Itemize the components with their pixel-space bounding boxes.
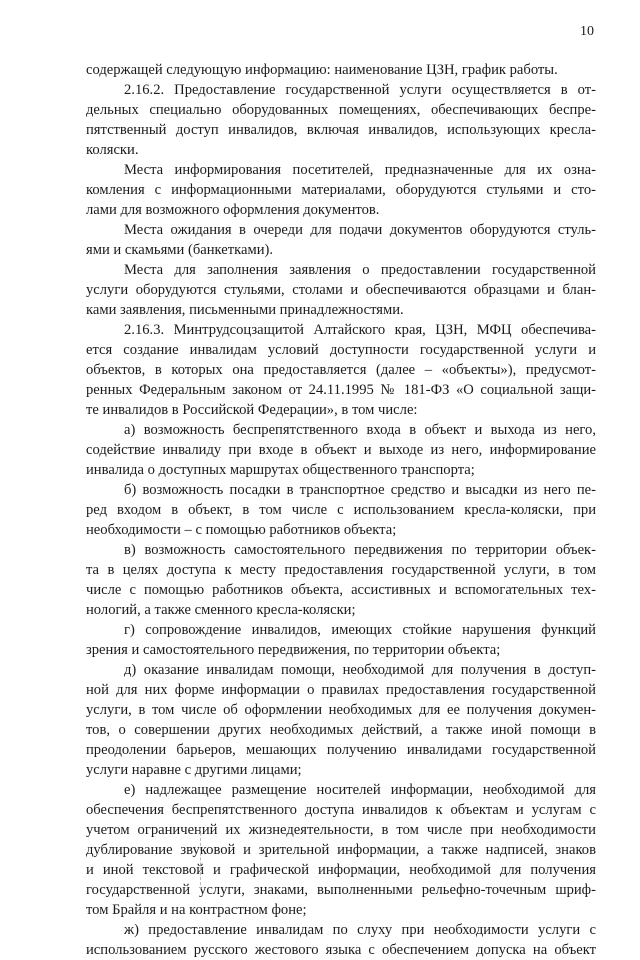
text-line: Места информирования посетителей, предназначенные для их озна-	[124, 162, 596, 178]
text-line: ренных Федеральным законом от 24.11.1995 № 181-ФЗ «О социальной защи-	[86, 382, 596, 398]
text-line: ред входом в объект, в том числе с использованием кресла-коляски, при	[86, 502, 596, 518]
text-line: ной для них форме информации о правилах предоставления государственной	[86, 682, 596, 698]
text-line: Места ожидания в очереди для подачи документов оборудуются стуль-	[124, 222, 596, 238]
text-line: числе с помощью работников объекта, ассистивных и вспомогательных тех-	[86, 582, 596, 598]
text-line: б) возможность посадки в транспортное средство и высадки из него пе-	[124, 482, 596, 498]
text-line: объектов, в которых она предоставляется (далее – «объекты»), предусмот-	[86, 362, 596, 378]
text-line: лами для возможного оформления документов.	[86, 202, 380, 218]
text-line: использованием русского жестового языка с обеспечением допуска на объект	[86, 942, 596, 958]
text-line: зрения и самостоятельного передвижения, по территории объекта;	[86, 642, 501, 658]
text-line: услуги оборудуются стульями, столами и обеспечиваются образцами и блан-	[86, 282, 596, 298]
text-line: г) сопровождение инвалидов, имеющих стойкие нарушения функций	[124, 622, 596, 638]
text-line: пятственный доступ инвалидов, включая инвалидов, использующих кресла-	[86, 122, 596, 138]
text-line: те инвалидов в Российской Федерации», в том числе:	[86, 402, 418, 418]
text-line: государственной услуги, знаками, выполненными рельефно-точечным шриф-	[86, 882, 596, 898]
text-line: содержащей следующую информацию: наименование ЦЗН, график работы.	[86, 62, 558, 78]
text-line: обеспечения беспрепятственного доступа инвалидов к объектам и услугам с	[86, 802, 596, 818]
text-line: в) возможность самостоятельного передвижения по территории объек-	[124, 542, 596, 558]
text-line: д) оказание инвалидам помощи, необходимой для получения в доступ-	[124, 662, 596, 678]
text-line: та в целях доступа к месту предоставления государственной услуги, в том	[86, 562, 596, 578]
document-body	[86, 60, 596, 960]
text-line: дельных специально оборудованных помещениях, обеспечивающих беспре-	[86, 102, 596, 118]
text-line: дублирование звуковой и зрительной информации, а также надписей, знаков	[86, 842, 596, 858]
text-line: том Брайля и на контрастном фоне;	[86, 902, 307, 918]
text-line: учетом ограничений их жизнедеятельности, в том числе при необходимости	[86, 822, 596, 838]
text-line: содействие инвалиду при входе в объект и выходе из него, информирование	[86, 442, 596, 458]
text-line: комления с информационными материалами, оборудуются стульями и сто-	[86, 182, 596, 198]
text-line: нологий, а также сменного кресла-коляски;	[86, 602, 356, 618]
scan-artifact-line	[200, 828, 201, 890]
text-line: тов, о совершении других необходимых действий, а также иной помощи в	[86, 722, 596, 738]
text-line: е) надлежащее размещение носителей информации, необходимой для	[124, 782, 596, 798]
text-line: 2.16.3. Минтрудсоцзащитой Алтайского края, ЦЗН, МФЦ обеспечива-	[124, 322, 596, 338]
text-line: необходимости – с помощью работников объекта;	[86, 522, 397, 538]
text-line: 2.16.2. Предоставление государственной услуги осуществляется в от-	[124, 82, 596, 98]
text-line: коляски.	[86, 142, 139, 158]
text-line: услуги наравне с другими лицами;	[86, 762, 302, 778]
text-line: ями и скамьями (банкетками).	[86, 242, 274, 258]
text-line: ется создание инвалидам условий доступности государственной услуги и	[86, 342, 596, 358]
page-number: 10	[580, 24, 594, 39]
text-line: услуги, в том числе об оформлении необходимых для ее получения докумен-	[86, 702, 596, 718]
text-line: и иной текстовой и графической информации, необходимой для получения	[86, 862, 596, 878]
text-line: преодолении барьеров, мешающих получению инвалидами государственной	[86, 742, 596, 758]
text-line: Места для заполнения заявления о предоставлении государственной	[124, 262, 596, 278]
text-line: а) возможность беспрепятственного входа в объект и выхода из него,	[124, 422, 596, 438]
text-line: ками заявления, письменными принадлежностями.	[86, 302, 404, 318]
text-line: ж) предоставление инвалидам по слуху при необходимости услуги с	[124, 922, 596, 938]
text-line: инвалида о доступных маршрутах общественного транспорта;	[86, 462, 475, 478]
